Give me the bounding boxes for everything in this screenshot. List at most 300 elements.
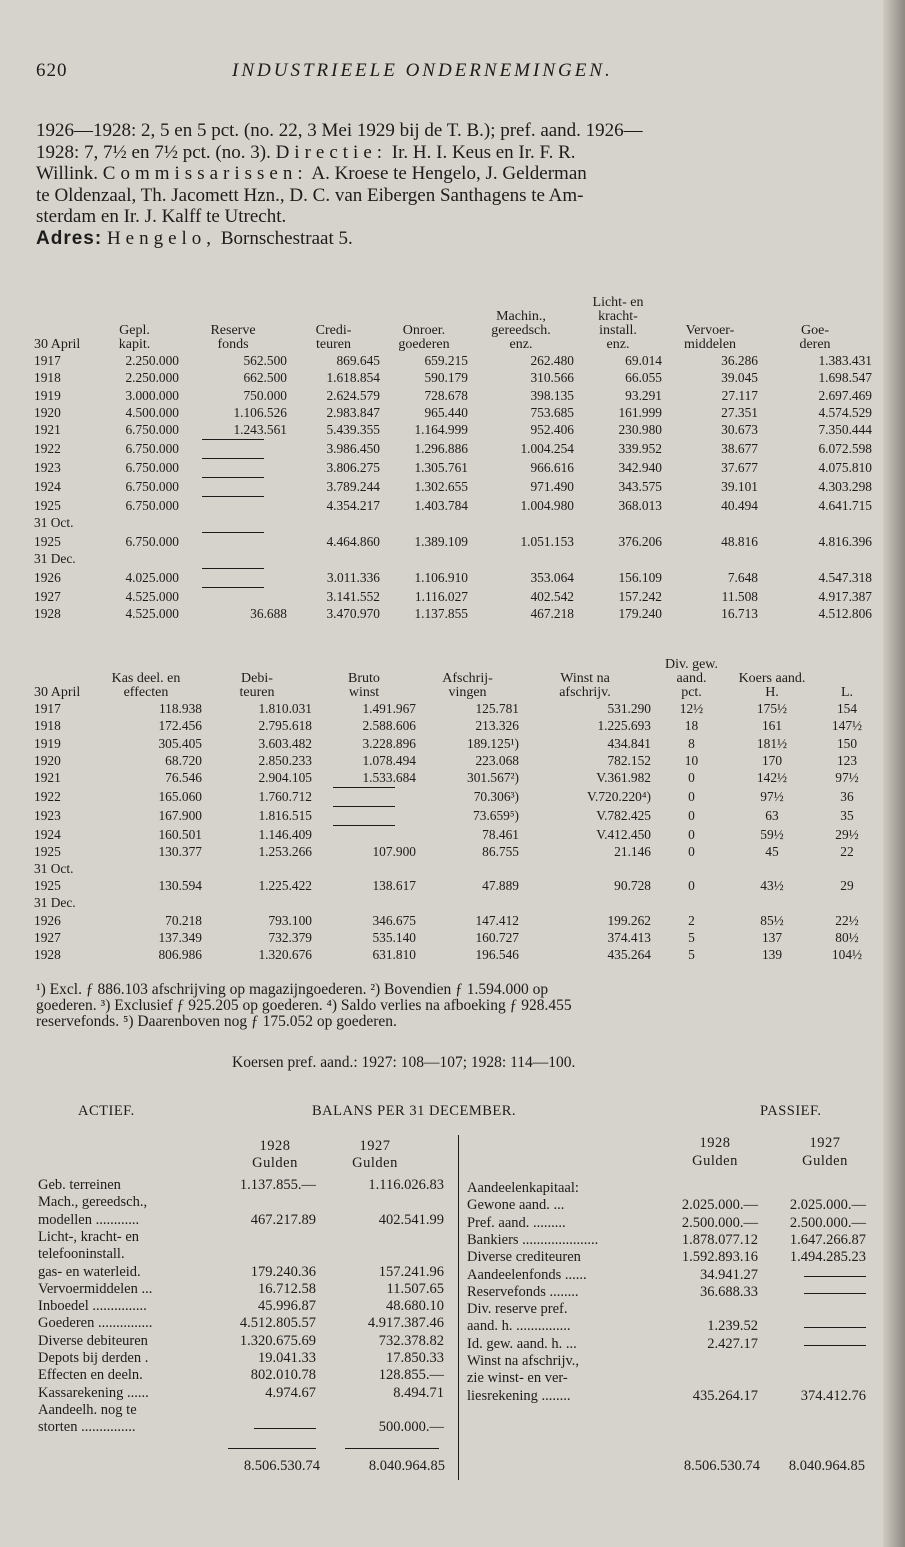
balance-entry-label: aand. h. ............... <box>467 1318 571 1335</box>
table-cell: 4.525.000 <box>125 588 179 604</box>
table-cell: 4.816.396 <box>818 533 872 549</box>
address-street: Bornschestraat 5. <box>216 227 353 249</box>
table-cell: 2.904.105 <box>258 769 312 785</box>
column-header <box>312 658 416 700</box>
table-cell <box>812 894 882 911</box>
table-row <box>34 824 882 843</box>
balance-entry-label: Aandeelh. nog te <box>38 1401 137 1418</box>
table-row <box>34 786 882 805</box>
balance-entry-label: Licht-, kracht- en <box>38 1228 140 1245</box>
balance-entry-value: 802.010.78 <box>250 1367 316 1384</box>
column-header-line: Credi- <box>315 323 352 338</box>
table-cell: 196.546 <box>475 947 519 963</box>
dash-mark <box>333 825 395 843</box>
table-cell: 76.546 <box>165 769 202 785</box>
dash-mark <box>202 458 264 476</box>
row-label: 1928 <box>34 605 61 621</box>
intro-line-2-b: Ir. H. I. Keus en Ir. F. R. <box>387 141 576 163</box>
table-cell: 142½ <box>756 769 788 785</box>
intro-line-5: sterdam en Ir. J. Kalff te Utrecht. <box>36 206 287 227</box>
column-header <box>202 658 312 700</box>
column-header-line: Onroer. <box>402 323 446 338</box>
table-cell <box>651 860 732 877</box>
row-label: 1922 <box>34 788 61 804</box>
table-cell: 147½ <box>831 718 863 734</box>
table-cell: 750.000 <box>243 387 287 403</box>
balance-entry-label: Mach., gereedsch., <box>38 1194 148 1211</box>
balance-entry-value: 48.680.10 <box>386 1298 444 1315</box>
column-header <box>90 658 202 700</box>
table-cell: 118.938 <box>158 701 202 717</box>
balance-entry-label: Reservefonds ........ <box>467 1283 579 1300</box>
balance-entry-value: 2.025.000.— <box>681 1197 758 1214</box>
balance-entry-label: Diverse crediteuren <box>467 1249 581 1266</box>
table-cell: 179.240 <box>618 605 662 621</box>
table-cell <box>651 894 732 911</box>
table-cell: V.720.220⁴) <box>587 788 651 804</box>
actief-year-1928: 1928 <box>259 1138 291 1154</box>
table-row <box>34 911 882 928</box>
column-header-line: winst <box>348 685 380 700</box>
table-cell: 0 <box>688 769 695 785</box>
table-cell: 170 <box>761 752 783 768</box>
balance-history-table <box>34 296 872 622</box>
actief-label: ACTIEF. <box>78 1103 135 1119</box>
table-row <box>34 700 882 717</box>
row-label: 1923 <box>34 459 61 475</box>
footnote-line-1: ¹) Excl. ƒ 886.103 afschrijving op magazijngoederen. ²) Bovendien ƒ 1.594.000 op <box>36 981 549 998</box>
table-cell <box>312 824 416 843</box>
table-cell <box>312 805 416 824</box>
column-header-line: effecten <box>123 685 169 700</box>
table-cell: 343.575 <box>618 478 662 494</box>
table-cell: 1.137.855 <box>414 605 468 621</box>
table-cell: 22 <box>840 843 854 859</box>
column-header <box>380 296 468 352</box>
table-cell: 175½ <box>756 701 788 717</box>
table-row <box>34 369 872 386</box>
table-cell: 353.064 <box>530 569 574 585</box>
table-cell <box>179 550 287 567</box>
dash-mark <box>202 477 264 495</box>
table-cell: 301.567²) <box>467 769 519 785</box>
table-cell <box>468 514 574 531</box>
table-cell <box>312 860 416 877</box>
table-cell: 1.533.684 <box>362 769 416 785</box>
table-row <box>34 894 882 911</box>
table-cell: 48.816 <box>721 533 758 549</box>
table-cell: 4.512.806 <box>818 605 872 621</box>
balance-entry-value: 2.500.000.— <box>681 1214 758 1231</box>
dash-mark <box>333 787 395 805</box>
dash-mark <box>333 806 395 824</box>
table-cell: 6.750.000 <box>125 421 179 437</box>
table-cell: 965.440 <box>424 404 468 420</box>
table-row <box>34 476 872 495</box>
table-cell: 167.900 <box>158 807 202 823</box>
balance-entry-value: 500.000.— <box>378 1419 444 1436</box>
table-cell: 6.750.000 <box>125 497 179 513</box>
balance-entry-value: 128.855.— <box>378 1367 444 1384</box>
balance-entry-value: 1.239.52 <box>707 1318 758 1335</box>
row-label: 1924 <box>34 826 61 842</box>
table-cell: 27.351 <box>721 404 758 420</box>
table-cell <box>179 457 287 476</box>
table-cell: 966.616 <box>530 459 574 475</box>
table-cell: 728.678 <box>424 387 468 403</box>
running-title: INDUSTRIEELE ONDERNEMINGEN. <box>232 60 613 81</box>
row-label: 1919 <box>34 387 61 403</box>
column-header-line: pct. <box>681 685 702 700</box>
commissarissen-label: Commissarissen: <box>102 163 308 184</box>
table-cell: 16.713 <box>721 605 758 621</box>
column-header-line: Gepl. <box>119 323 150 338</box>
table-cell: 342.940 <box>618 459 662 475</box>
balance-entry-value: 17.850.33 <box>386 1350 444 1366</box>
table-cell: 36.688 <box>250 605 287 621</box>
table-cell: 346.675 <box>372 912 416 928</box>
table-cell: 4.303.298 <box>818 478 872 494</box>
table-cell: 137.349 <box>158 929 202 945</box>
table-row <box>34 404 872 421</box>
table-cell: 22½ <box>835 912 859 928</box>
balance-entry-label: Pref. aand. ......... <box>467 1214 566 1231</box>
table-cell: 0 <box>688 878 695 894</box>
row-label: 1920 <box>34 404 61 420</box>
table-cell: 70.218 <box>165 912 202 928</box>
table-row <box>34 421 872 438</box>
row-label: 1918 <box>34 370 61 386</box>
table-cell: 1.164.999 <box>414 421 468 437</box>
balance-entry-value: 4.917.387.46 <box>367 1315 444 1332</box>
table-cell <box>90 514 179 531</box>
table-cell: 223.068 <box>475 752 519 768</box>
column-header-line: fonds <box>217 337 249 352</box>
table-cell <box>287 550 380 567</box>
table-cell: 35 <box>840 807 854 823</box>
balance-dash <box>804 1327 866 1328</box>
table-cell: 213.326 <box>475 718 519 734</box>
table-row <box>34 929 882 946</box>
table-cell: 137 <box>761 929 783 945</box>
table-cell: 1.320.676 <box>258 947 312 963</box>
balance-entry-label: Gewone aand. ... <box>467 1197 565 1214</box>
table-cell: 374.413 <box>607 929 651 945</box>
table-cell: 3.470.970 <box>326 605 380 621</box>
balance-entry-label: gas- en waterleid. <box>38 1263 141 1280</box>
balance-entry-value: 179.240.36 <box>250 1263 316 1280</box>
table-cell <box>312 786 416 805</box>
table-cell: 4.075.810 <box>818 459 872 475</box>
table-cell: 29 <box>840 878 854 894</box>
table-cell: 1.383.431 <box>818 353 872 369</box>
table-cell: 1.225.422 <box>258 878 312 894</box>
column-header <box>34 658 90 700</box>
column-header-line: middelen <box>683 337 737 352</box>
column-header-line: install. <box>599 323 637 338</box>
table-cell: 21.146 <box>614 843 651 859</box>
balance-entry-value: 2.025.000.— <box>789 1197 866 1214</box>
page-edge <box>883 0 905 1547</box>
table-row <box>34 752 882 769</box>
table-cell <box>519 860 651 877</box>
intro-line-2-a: 1928: 7, 7½ en 7½ pct. (no. 3). <box>36 141 276 163</box>
intro-line-1: 1926—1928: 2, 5 en 5 pct. (no. 22, 3 Mei 1929 bij de T. B.); pref. aand. 1926— <box>36 120 643 141</box>
balance-entry-value: 1.494.285.23 <box>789 1249 866 1266</box>
dash-mark <box>202 532 264 550</box>
table-cell <box>662 550 758 567</box>
table-cell <box>179 514 287 531</box>
balance-entry-value: 4.512.805.57 <box>239 1315 316 1332</box>
row-label: 31 Oct. <box>34 861 74 877</box>
footnote-line-2: goederen. ³) Exclusief ƒ 925.205 op goederen. ⁴) Saldo verlies na afboeking ƒ 928.455 <box>36 997 572 1014</box>
table-cell: 123 <box>836 752 858 768</box>
column-header-line: Reserve <box>210 323 256 338</box>
table-cell: 4.500.000 <box>125 404 179 420</box>
table-cell: 1.116.027 <box>414 588 468 604</box>
table-cell: 753.685 <box>530 404 574 420</box>
table-cell: 310.566 <box>530 370 574 386</box>
passief-year-1927: 1927 <box>809 1135 841 1151</box>
table-cell: 1.305.761 <box>414 459 468 475</box>
table-cell: 160.501 <box>158 826 202 842</box>
table-cell: 1.106.910 <box>414 569 468 585</box>
table-row <box>34 717 882 734</box>
table-cell: 2.850.233 <box>258 752 312 768</box>
balance-entry-label: Depots bij derden . <box>38 1350 149 1366</box>
table-cell: 7.350.444 <box>818 421 872 437</box>
column-header-line: aand. <box>676 671 707 686</box>
table-row <box>34 586 872 605</box>
table-cell: 4.547.318 <box>818 569 872 585</box>
balance-entry-label: Kassarekening ...... <box>38 1384 149 1401</box>
balance-entry-label: Aandeelenkapitaal: <box>467 1180 579 1196</box>
balance-entry-value: 4.974.67 <box>265 1384 316 1401</box>
column-header <box>574 296 662 352</box>
table-cell <box>312 894 416 911</box>
actief-total-1927: 8.040.964.85 <box>368 1458 445 1474</box>
balance-entry-value: 435.264.17 <box>692 1387 758 1404</box>
table-cell: 107.900 <box>372 843 416 859</box>
table-cell: 78.461 <box>482 826 519 842</box>
table-row <box>34 734 882 751</box>
table-cell: 3.141.552 <box>326 588 380 604</box>
table-cell: 70.306³) <box>473 788 519 804</box>
table-cell <box>202 860 312 877</box>
balance-dash <box>804 1345 866 1346</box>
table-cell: 1.816.515 <box>258 807 312 823</box>
table-cell: 97½ <box>760 788 784 804</box>
table-cell: 0 <box>688 788 695 804</box>
row-label: 1928 <box>34 947 61 963</box>
column-header-line: gereedsch. <box>491 323 551 338</box>
table-row <box>34 843 882 860</box>
balance-entry-label: Goederen ............... <box>38 1315 153 1332</box>
dash-mark <box>202 587 264 605</box>
table-cell: 806.986 <box>158 947 202 963</box>
balance-entry-value: 1.592.893.16 <box>681 1249 758 1266</box>
table-cell: 85½ <box>760 912 784 928</box>
balance-entry-value: 1.878.077.12 <box>681 1231 758 1248</box>
table-cell: 3.789.244 <box>326 478 380 494</box>
table-cell: 69.014 <box>625 353 662 369</box>
table-cell: 18 <box>684 718 699 734</box>
column-header-line: Winst na <box>560 671 610 686</box>
table-cell: 11.508 <box>721 588 758 604</box>
column-header-line: H. <box>765 685 779 700</box>
passief-year-1928: 1928 <box>699 1135 731 1151</box>
table-cell <box>468 550 574 567</box>
table-cell: 10 <box>684 752 699 768</box>
table-cell: 199.262 <box>607 912 651 928</box>
table-cell: 189.125¹) <box>467 735 519 751</box>
balance-entry-value: 36.688.33 <box>700 1283 758 1300</box>
table-cell <box>179 567 287 586</box>
balance-entry-label: Div. reserve pref. <box>467 1301 568 1318</box>
table-cell <box>287 514 380 531</box>
balance-entry-value: 402.541.99 <box>378 1211 444 1228</box>
intro-line-2 <box>36 142 881 164</box>
table-row <box>34 605 872 622</box>
table-cell: 172.456 <box>158 718 202 734</box>
table-cell <box>380 550 468 567</box>
column-header-line: kracht- <box>598 309 638 324</box>
balance-entry-value: 1.647.266.87 <box>789 1231 866 1248</box>
table-cell: 5 <box>688 947 695 963</box>
table-cell: 6.750.000 <box>125 533 179 549</box>
table-cell: 156.109 <box>618 569 662 585</box>
table-cell: 2.624.579 <box>326 387 380 403</box>
table-cell <box>179 476 287 495</box>
balance-entry-label: zie winst- en ver- <box>467 1370 568 1387</box>
table-cell: 130.377 <box>158 843 202 859</box>
table-cell: 4.574.529 <box>818 404 872 420</box>
table-cell: 2.795.618 <box>258 718 312 734</box>
column-header <box>662 296 758 352</box>
table-row <box>34 567 872 586</box>
table-cell: 1.491.967 <box>362 701 416 717</box>
table-cell: 1.225.693 <box>597 718 651 734</box>
column-header-line: Kas deel. en <box>111 671 181 686</box>
table-cell <box>380 514 468 531</box>
passief-unit-1927: Gulden <box>802 1153 848 1169</box>
table-cell: 3.603.482 <box>258 735 312 751</box>
table-cell: 29½ <box>835 826 859 842</box>
table-cell: 6.072.598 <box>818 440 872 456</box>
table-cell: 38.677 <box>721 440 758 456</box>
table-row <box>34 386 872 403</box>
balance-entry-label: liesrekening ........ <box>467 1387 571 1404</box>
column-header-line: Bruto <box>348 671 380 686</box>
table-row <box>34 514 872 531</box>
row-label: 1925 <box>34 533 61 549</box>
table-cell <box>179 438 287 457</box>
table-cell: 4.641.715 <box>818 497 872 513</box>
row-label: 1921 <box>34 769 61 785</box>
column-header-line: afschrijv. <box>559 685 611 700</box>
table-cell: 37.677 <box>721 459 758 475</box>
intro-line-3-b: A. Kroese te Hengelo, J. Gelderman <box>307 163 587 184</box>
table-cell <box>574 550 662 567</box>
table-cell: 435.264 <box>607 947 651 963</box>
table-cell: 2.250.000 <box>125 353 179 369</box>
table-cell: 1.618.854 <box>326 370 380 386</box>
table-cell: 1.810.031 <box>258 701 312 717</box>
table-cell: 631.810 <box>372 947 416 963</box>
table-row <box>34 860 882 877</box>
column-header-line: Div. gew. <box>664 657 718 672</box>
table-cell: 3.986.450 <box>326 440 380 456</box>
table-cell: 659.215 <box>424 353 468 369</box>
table-cell: 1.403.784 <box>414 497 468 513</box>
passief-label: PASSIEF. <box>760 1103 822 1119</box>
table-cell: 30.673 <box>721 421 758 437</box>
row-label: 1917 <box>34 353 61 369</box>
table-cell: 6.750.000 <box>125 478 179 494</box>
table-cell: 398.135 <box>530 387 574 403</box>
table-cell: 1.760.712 <box>258 788 312 804</box>
table-cell: V.361.982 <box>596 769 651 785</box>
balance-entry-value: 45.996.87 <box>258 1298 316 1315</box>
table-cell: 12½ <box>679 701 704 717</box>
row-label: 1917 <box>34 701 61 717</box>
table-cell: 181½ <box>756 735 788 751</box>
balance-entry-label: Diverse debiteuren <box>38 1332 148 1349</box>
balance-entry-value: 1.137.855.— <box>239 1177 316 1193</box>
table-cell: 2 <box>688 912 695 928</box>
table-cell: 0 <box>688 826 695 842</box>
table-cell: 952.406 <box>530 421 574 437</box>
table-cell: 230.980 <box>618 421 662 437</box>
table-cell: 869.645 <box>336 353 380 369</box>
table-cell: 90.728 <box>614 878 651 894</box>
table-cell <box>416 894 519 911</box>
row-label: 1926 <box>34 912 61 928</box>
balance-entry-value: 8.494.71 <box>393 1384 444 1401</box>
table-cell: 4.464.860 <box>326 533 380 549</box>
balance-entry-value: 374.412.76 <box>800 1387 866 1404</box>
address-line <box>36 228 881 250</box>
table-cell: 535.140 <box>372 929 416 945</box>
table-cell: 1.243.561 <box>233 421 287 437</box>
table-cell <box>90 894 202 911</box>
table-cell: 150 <box>836 735 858 751</box>
balance-entry-value: 11.507.65 <box>386 1280 444 1297</box>
intro-line-4: te Oldenzaal, Th. Jacomett Hzn., D. C. van Eibergen Santhagens te Am- <box>36 184 584 206</box>
table-cell: 157.242 <box>618 588 662 604</box>
table-cell: 47.889 <box>482 878 519 894</box>
table-cell: 1.146.409 <box>258 826 312 842</box>
table-cell: 93.291 <box>625 387 662 403</box>
column-header <box>758 296 872 352</box>
address-city: Hengelo, <box>106 227 217 249</box>
column-header-line: 30 April <box>34 685 81 700</box>
row-label: 1920 <box>34 752 61 768</box>
column-header-line: vingen <box>448 685 487 700</box>
passief-unit-1928: Gulden <box>692 1153 738 1169</box>
table-cell: 68.720 <box>165 752 202 768</box>
balance-entry-value: 19.041.33 <box>258 1350 316 1366</box>
table-cell <box>90 860 202 877</box>
table-cell: 1.078.494 <box>362 752 416 768</box>
row-label: 1924 <box>34 478 61 494</box>
column-header <box>651 658 732 700</box>
table-cell: 27.117 <box>721 387 758 403</box>
table-cell: 138.617 <box>372 878 416 894</box>
table-cell <box>179 586 287 605</box>
column-header <box>732 658 812 700</box>
table-cell: 5.439.355 <box>326 421 380 437</box>
